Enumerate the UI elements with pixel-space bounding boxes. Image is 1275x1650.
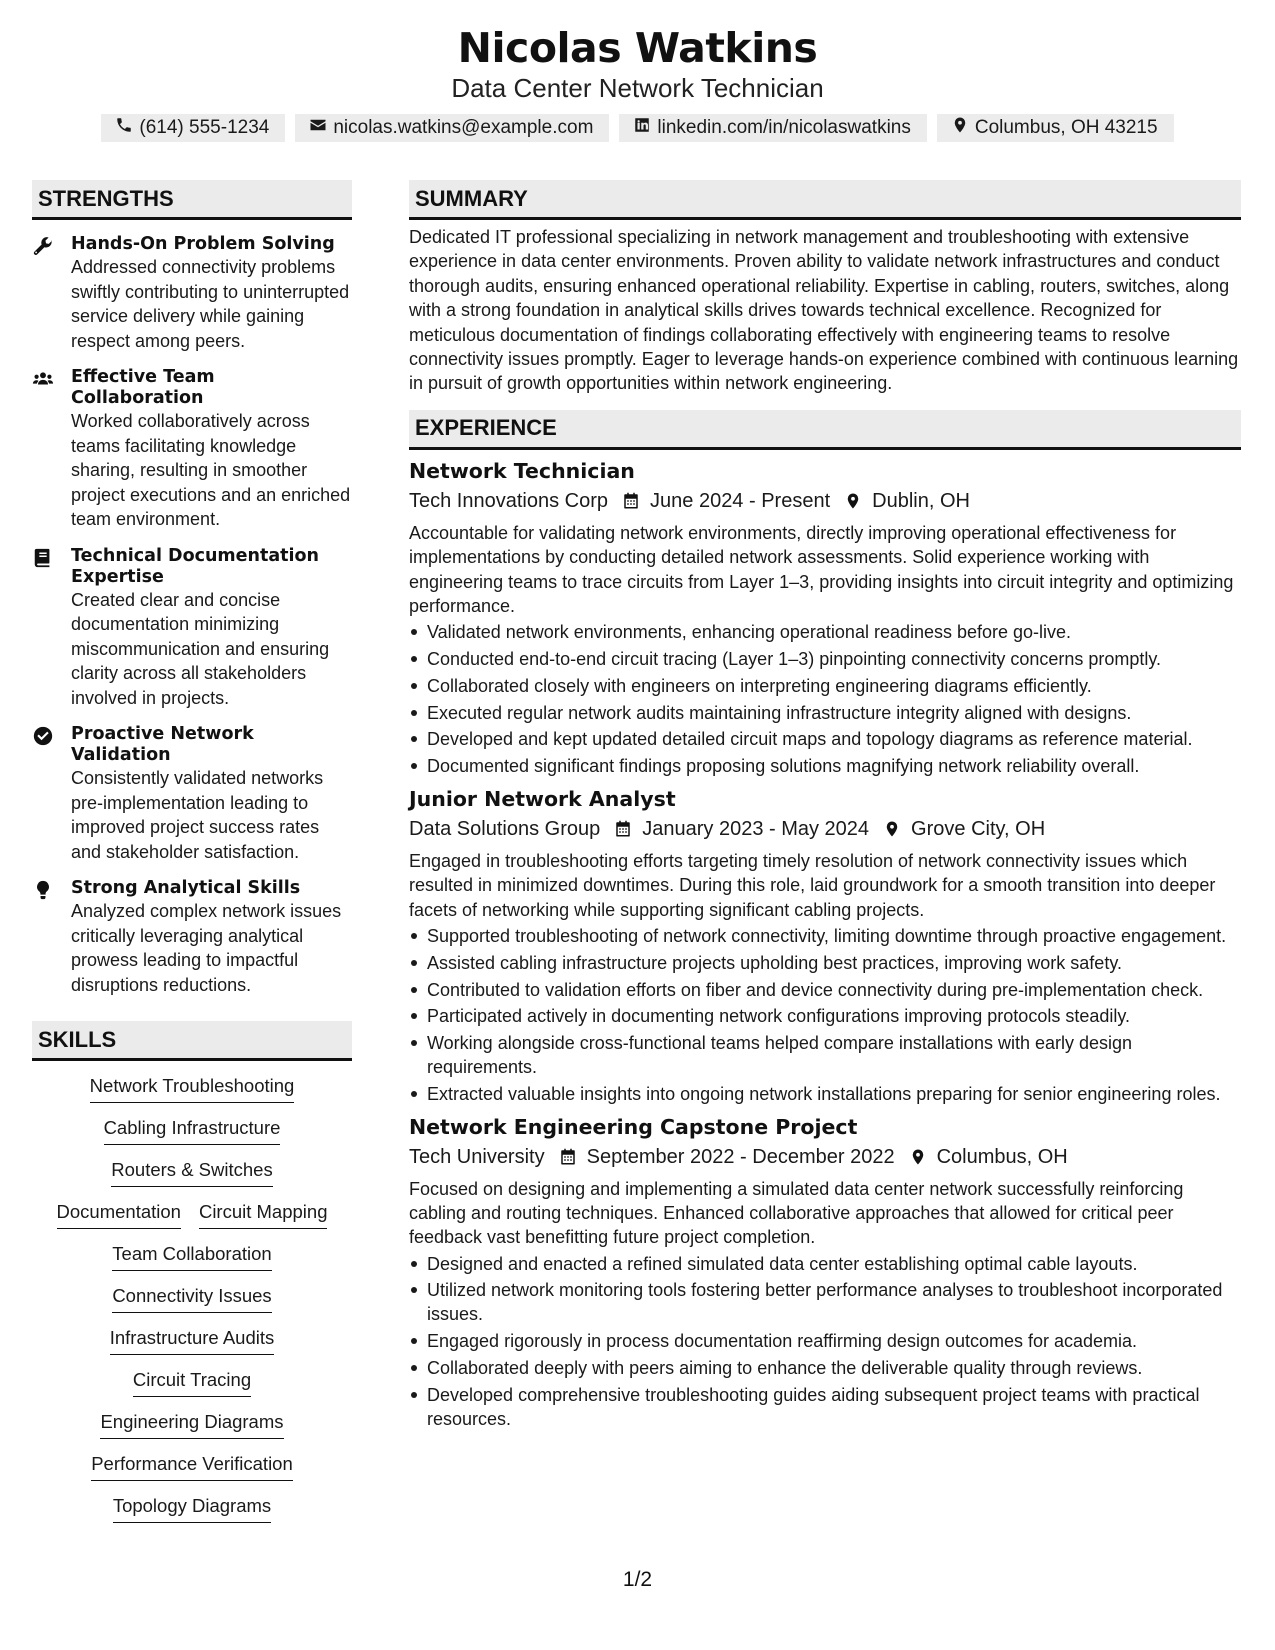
contact-location-text: Columbus, OH 43215 xyxy=(974,117,1158,138)
skill-tag: Cabling Infrastructure xyxy=(104,1115,281,1145)
candidate-name: Nicolas Watkins xyxy=(457,24,818,72)
job-meta xyxy=(409,486,1241,516)
job-entry xyxy=(409,456,1241,778)
job-bullets xyxy=(409,620,1241,777)
contact-location xyxy=(937,114,1174,142)
resume-header xyxy=(0,22,1275,142)
right-column xyxy=(409,180,1241,1433)
map-pin-icon xyxy=(909,1148,927,1166)
skill-tag: Connectivity Issues xyxy=(112,1283,271,1313)
calendar-icon xyxy=(614,820,632,838)
strength-desc: Worked collaboratively across teams facilitating knowledge sharing, resulting in smoother project executions and an enriched team environment. xyxy=(71,411,351,529)
job-bullets xyxy=(409,1252,1241,1431)
contact-email-text: nicolas.watkins@example.com xyxy=(333,117,594,138)
bullet-item: Supported troubleshooting of network connectivity, limiting downtime through proactive engagement. xyxy=(409,924,1241,948)
page-number: 1/2 xyxy=(622,1568,653,1591)
strength-title: Technical Documentation Expertise xyxy=(71,545,320,587)
contact-linkedin[interactable] xyxy=(619,114,926,142)
contact-email[interactable] xyxy=(295,114,609,142)
strength-title: Effective Team Collaboration xyxy=(71,367,215,408)
contact-bar xyxy=(0,114,1275,142)
calendar-icon xyxy=(622,492,640,510)
summary-heading: SUMMARY xyxy=(409,180,1241,220)
calendar-icon xyxy=(559,1148,577,1166)
map-pin-icon xyxy=(883,820,901,838)
experience-heading: EXPERIENCE xyxy=(409,410,1241,450)
job-entry xyxy=(409,1112,1241,1431)
strength-title: Hands-On Problem Solving xyxy=(71,234,335,254)
strength-desc: Created clear and concise documentation minimizing miscommunication and ensuring clarity across all stakeholders involved in projects. xyxy=(71,589,330,708)
phone-icon xyxy=(115,116,133,140)
job-description: Accountable for validating network environments, directly improving operational effectiveness for implementations by conducting detailed network assessments. Solid experience working with engineering teams to trace circuits from Layer 1–3, providing insights into circuit integrity and optimizing performance. xyxy=(409,522,1234,617)
job-location: Columbus, OH xyxy=(936,1145,1068,1168)
job-company: Tech University xyxy=(409,1145,545,1168)
skill-tag: Engineering Diagrams xyxy=(100,1409,283,1439)
strength-item xyxy=(32,724,352,864)
job-dates: June 2024 - Present xyxy=(650,489,831,512)
left-column xyxy=(32,180,352,1523)
strength-desc: Consistently validated networks pre-implementation leading to improved project success rates and stakeholder satisfaction. xyxy=(71,768,324,862)
job-dates: September 2022 - December 2022 xyxy=(586,1145,895,1168)
job-dates: January 2023 - May 2024 xyxy=(642,817,870,840)
bullet-item: Conducted end-to-end circuit tracing (Layer 1–3) pinpointing connectivity concerns promptly. xyxy=(409,647,1241,671)
skill-tag: Performance Verification xyxy=(91,1451,293,1481)
bullet-item: Executed regular network audits maintaining infrastructure integrity aligned with designs. xyxy=(409,701,1241,725)
job-company: Data Solutions Group xyxy=(409,817,601,840)
contact-phone-text: (614) 555-1234 xyxy=(139,117,270,138)
strength-desc: Addressed connectivity problems swiftly contributing to uninterrupted service delivery while gaining respect among peers. xyxy=(71,257,350,351)
map-pin-icon xyxy=(951,116,969,140)
strength-item xyxy=(32,878,352,997)
strength-item xyxy=(32,546,352,711)
candidate-title: Data Center Network Technician xyxy=(451,73,824,103)
strengths-heading: STRENGTHS xyxy=(32,180,352,220)
job-entry xyxy=(409,784,1241,1106)
job-bullets xyxy=(409,924,1241,1105)
bullet-item: Contributed to validation efforts on fiber and device connectivity during pre-implementation check. xyxy=(409,978,1241,1002)
skill-tag: Documentation xyxy=(57,1199,181,1229)
job-company: Tech Innovations Corp xyxy=(409,489,609,512)
users-icon xyxy=(32,368,54,390)
contact-linkedin-text: linkedin.com/in/nicolaswatkins xyxy=(657,117,911,138)
job-meta xyxy=(409,1142,1241,1172)
check-circle-icon xyxy=(32,725,54,747)
skills-heading: SKILLS xyxy=(32,1021,352,1061)
bullet-item: Working alongside cross-functional teams helped compare installations with early design requirements. xyxy=(409,1031,1241,1079)
bullet-item: Extracted valuable insights into ongoing network installations preparing for senior engineering roles. xyxy=(409,1082,1241,1106)
strength-title: Strong Analytical Skills xyxy=(71,878,301,898)
strength-title: Proactive Network Validation xyxy=(71,724,254,765)
contact-phone[interactable] xyxy=(101,114,285,142)
strength-desc: Analyzed complex network issues critically leveraging analytical prowess leading to impactful disruptions reductions. xyxy=(71,901,342,995)
bullet-item: Validated network environments, enhancing operational readiness before go-live. xyxy=(409,620,1241,644)
job-title: Network Engineering Capstone Project xyxy=(409,1114,858,1139)
skill-tag: Network Troubleshooting xyxy=(90,1073,295,1103)
skill-tag: Team Collaboration xyxy=(112,1241,271,1271)
bullet-item: Participated actively in documenting network configurations improving protocols steadily. xyxy=(409,1004,1241,1028)
skills-list xyxy=(32,1073,352,1523)
skill-tag: Circuit Mapping xyxy=(199,1199,328,1229)
job-title: Network Technician xyxy=(409,458,635,483)
bullet-item: Developed and kept updated detailed circuit maps and topology diagrams as reference material. xyxy=(409,727,1241,751)
skill-tag: Circuit Tracing xyxy=(133,1367,251,1397)
skill-tag: Topology Diagrams xyxy=(113,1493,271,1523)
job-location: Grove City, OH xyxy=(911,817,1046,840)
skill-tag: Routers & Switches xyxy=(111,1157,272,1187)
job-title: Junior Network Analyst xyxy=(409,786,676,811)
linkedin-icon xyxy=(633,116,651,140)
book-icon xyxy=(32,547,54,569)
envelope-icon xyxy=(309,116,327,140)
bullet-item: Collaborated closely with engineers on interpreting engineering diagrams efficiently. xyxy=(409,674,1241,698)
job-description: Focused on designing and implementing a simulated data center network successfully reinforcing cabling and routing techniques. Enhanced collaborative approaches that allowed for critical peer feedback vast benefitting future project completion. xyxy=(409,1178,1184,1248)
map-pin-icon xyxy=(844,492,862,510)
strength-item xyxy=(32,367,352,532)
wrench-icon xyxy=(32,235,54,257)
skill-tag: Infrastructure Audits xyxy=(110,1325,275,1355)
bullet-item: Designed and enacted a refined simulated data center establishing optimal cable layouts. xyxy=(409,1252,1241,1276)
strength-item xyxy=(32,234,352,353)
bullet-item: Engaged rigorously in process documentation reaffirming design outcomes for academia. xyxy=(409,1329,1241,1353)
job-description: Engaged in troubleshooting efforts targeting timely resolution of network connectivity issues which resulted in minimized downtimes. During this role, laid groundwork for a smooth transition into deeper facets of networking while supporting significant cabling projects. xyxy=(409,850,1216,920)
bullet-item: Collaborated deeply with peers aiming to enhance the deliverable quality through reviews. xyxy=(409,1356,1241,1380)
bullet-item: Developed comprehensive troubleshooting guides aiding subsequent project teams with practical resources. xyxy=(409,1383,1241,1431)
bullet-item: Assisted cabling infrastructure projects upholding best practices, improving work safety. xyxy=(409,951,1241,975)
job-meta xyxy=(409,814,1241,844)
summary-text: Dedicated IT professional specializing in network management and troubleshooting with extensive experience in data center environments. Proven ability to validate network infrastructures and conduct thorough audits, ensuring enhanced operational reliability. Expertise in cabling, routers, switches, along with a strong foundation in analytical skills drives towards technical excellence. Recognized for meticulous documentation of findings collaborating effectively with engineering teams to resolve connectivity issues promptly. Eager to leverage hands-on experience combined with continuous learning in pursuit of growth opportunities within network engineering. xyxy=(409,227,1239,394)
lightbulb-icon xyxy=(32,879,54,901)
bullet-item: Documented significant findings proposing solutions magnifying network reliability overall. xyxy=(409,754,1241,778)
job-location: Dublin, OH xyxy=(872,489,970,512)
bullet-item: Utilized network monitoring tools fostering better performance analyses to troubleshoot incorporated issues. xyxy=(409,1278,1241,1326)
